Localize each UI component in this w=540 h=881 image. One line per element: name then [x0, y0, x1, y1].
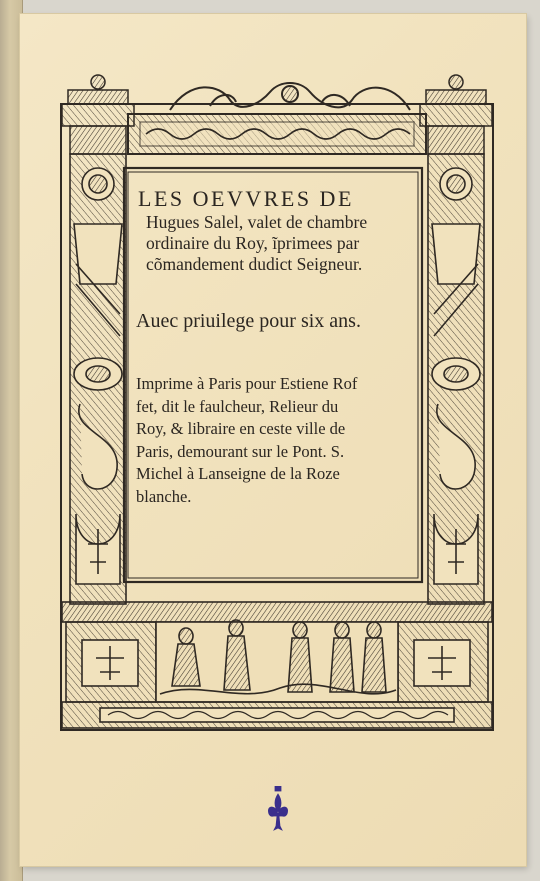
privilege-notice: Auec priuilege pour six ans.	[136, 310, 361, 332]
title-line: Hugues Salel, valet de chambre	[146, 212, 368, 232]
title-subtitle	[146, 212, 414, 275]
title-line: cõmandement dudict Seigneur.	[146, 254, 363, 274]
right-column	[428, 154, 484, 604]
imprint-line: Paris, demourant sur le Pont. S.	[136, 441, 345, 461]
imprint-line: Michel à Lanseigne de la Roze	[136, 464, 340, 483]
left-column	[70, 154, 126, 604]
right-capital	[420, 75, 492, 154]
top-scroll-ornament	[170, 83, 410, 110]
title-page	[20, 14, 526, 866]
bottom-frieze	[62, 602, 492, 728]
fleur-de-lis-icon	[267, 786, 289, 836]
imprint-line: fet, dit le faulcheur, Relieur du	[136, 396, 339, 416]
imprint-line: Imprime à Paris pour Estiene Rof	[136, 374, 358, 393]
imprint-line: blanche.	[136, 486, 192, 506]
imprint	[136, 373, 414, 508]
title-heading: LES OEVVRES DE	[138, 186, 354, 211]
imprint-line: Roy, & libraire en ceste ville de	[136, 419, 346, 438]
title-line: ordinaire du Roy, ĩprimees par	[146, 233, 360, 253]
title-text-panel	[126, 176, 418, 578]
left-capital	[62, 75, 134, 154]
